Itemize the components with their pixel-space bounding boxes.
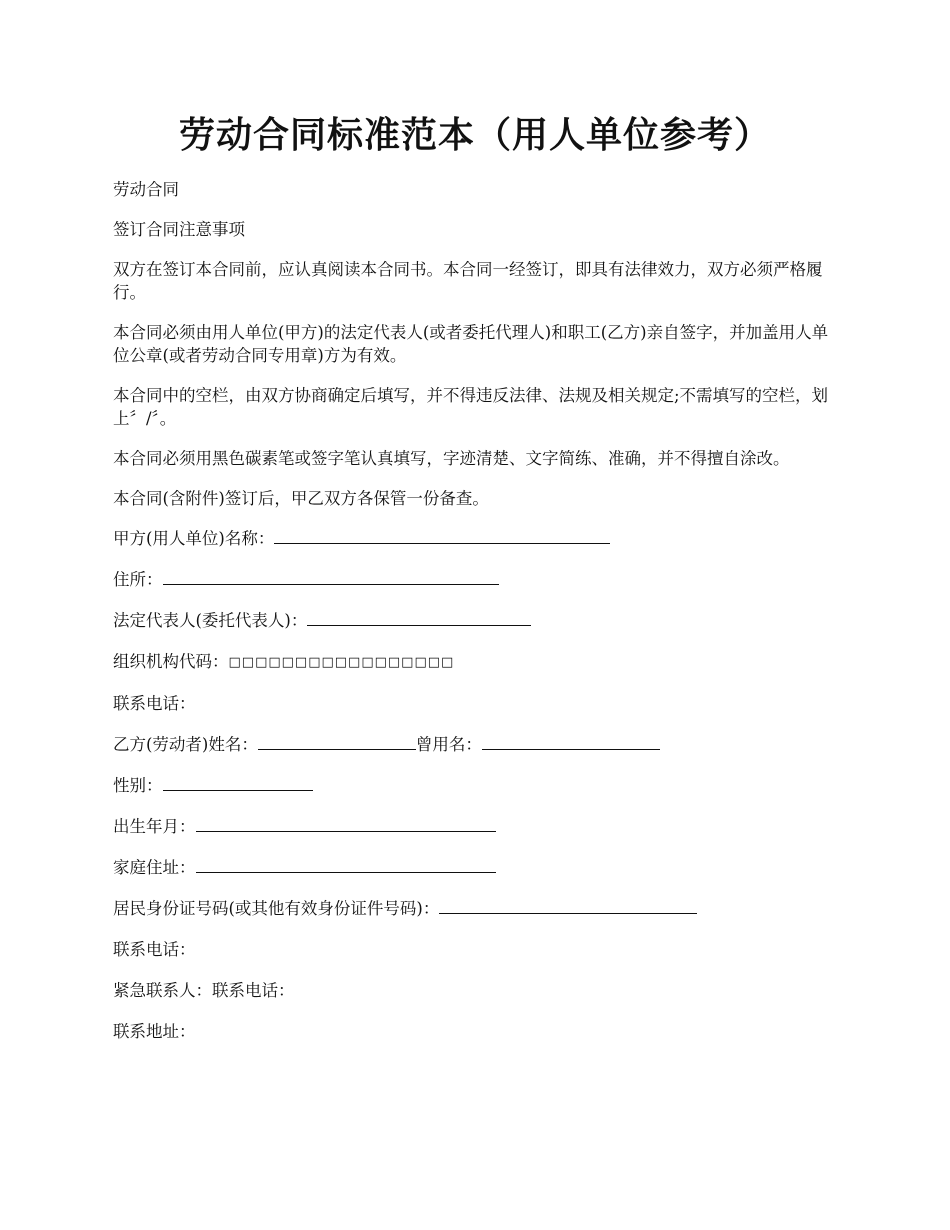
party-a-name-line bbox=[113, 527, 841, 550]
former-name-blank[interactable] bbox=[482, 735, 660, 750]
former-name-label: 曾用名： bbox=[415, 735, 482, 754]
legal-rep-label: 法定代表人(委托代表人)： bbox=[113, 611, 308, 630]
birth-line bbox=[113, 815, 841, 838]
contract-heading: 劳动合同 bbox=[113, 180, 179, 199]
id-number-line bbox=[113, 897, 841, 920]
notes-heading: 签订合同注意事项 bbox=[113, 220, 245, 239]
birth-blank[interactable] bbox=[196, 817, 496, 832]
document-body bbox=[113, 178, 841, 1061]
address-blank[interactable] bbox=[163, 570, 499, 585]
document-title: 劳动合同标准范本（用人单位参考） bbox=[178, 115, 771, 156]
note-paragraph: 本合同必须由用人单位(甲方)的法定代表人(或者委托代理人)和职工(乙方)亲自签字，并加盖用人单位公章(或者劳动合同专用章)方为有效。 bbox=[113, 323, 829, 365]
gender-label: 性别： bbox=[113, 776, 163, 795]
contact-address-line: 联系地址： bbox=[113, 1022, 196, 1041]
gender-blank[interactable] bbox=[163, 776, 313, 791]
home-address-line bbox=[113, 856, 841, 879]
org-code-line bbox=[113, 650, 841, 674]
birth-label: 出生年月： bbox=[113, 817, 196, 836]
note-paragraph: 双方在签订本合同前，应认真阅读本合同书。本合同一经签订，即具有法律效力，双方必须严格履行。 bbox=[113, 260, 823, 302]
party-b-name-label: 乙方(劳动者)姓名： bbox=[113, 735, 258, 754]
home-address-label: 家庭住址： bbox=[113, 858, 196, 877]
phone-b-line: 联系电话： bbox=[113, 940, 196, 959]
party-b-name-line bbox=[113, 733, 841, 756]
home-address-blank[interactable] bbox=[196, 858, 496, 873]
party-a-name-blank[interactable] bbox=[274, 529, 610, 544]
address-label: 住所： bbox=[113, 570, 163, 589]
note-paragraph: 本合同必须用黑色碳素笔或签字笔认真填写，字迹清楚、文字简练、准确，并不得擅自涂改。 bbox=[113, 449, 790, 468]
id-number-label: 居民身份证号码(或其他有效身份证件号码)： bbox=[113, 899, 440, 918]
org-code-label: 组织机构代码： bbox=[113, 652, 229, 671]
gender-line bbox=[113, 774, 841, 797]
address-line bbox=[113, 568, 841, 591]
emergency-contact-line: 紧急联系人：联系电话： bbox=[113, 981, 295, 1000]
org-code-boxes[interactable]: □□□□□□□□□□□□□□□□□ bbox=[228, 655, 455, 670]
legal-rep-blank[interactable] bbox=[307, 611, 531, 626]
id-number-blank[interactable] bbox=[439, 899, 697, 914]
note-paragraph: 本合同(含附件)签订后，甲乙双方各保管一份备查。 bbox=[113, 489, 489, 508]
note-paragraph: 本合同中的空栏，由双方协商确定后填写，并不得违反法律、法规及相关规定;不需填写的空栏，划上〞/〞。 bbox=[113, 386, 829, 428]
legal-rep-line bbox=[113, 609, 841, 632]
phone-a-line: 联系电话： bbox=[113, 694, 196, 713]
party-b-name-blank[interactable] bbox=[258, 735, 416, 750]
party-a-name-label: 甲方(用人单位)名称： bbox=[113, 529, 275, 548]
